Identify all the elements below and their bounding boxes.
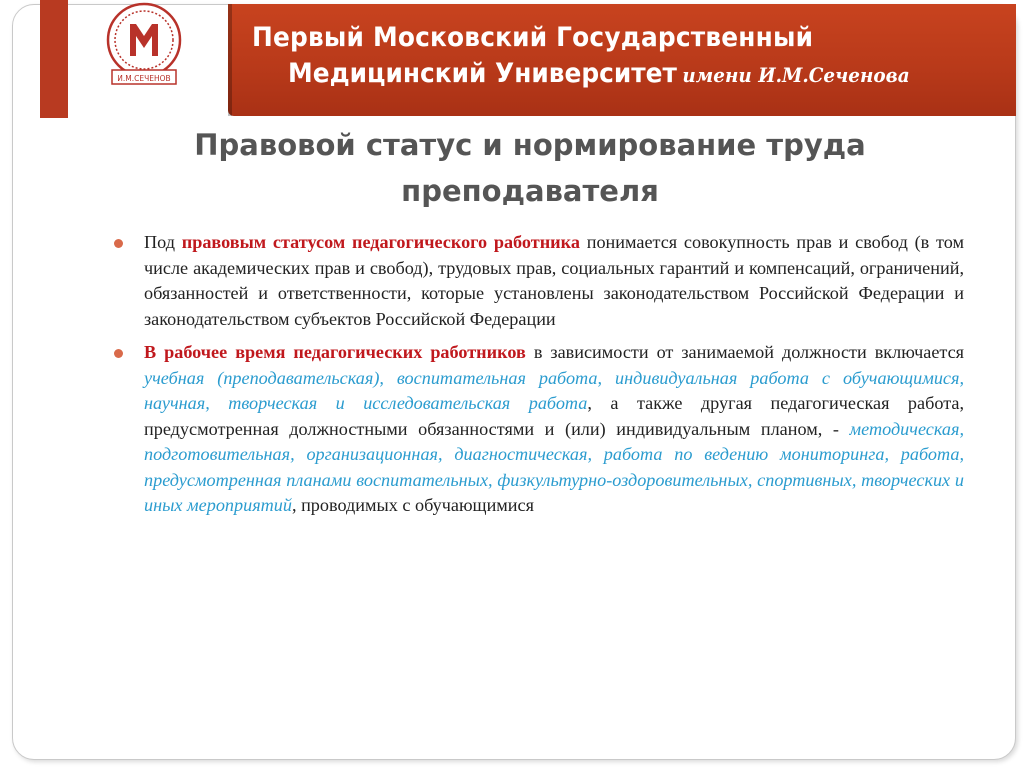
- italic-list-2: методическая, подготовительная, организационная, диагностическая, работа по ведению мониторинга, работа, предусмотренная планами воспитательных, физкультурно-оздоровительных, спортивных, творческих и иных мероприятий: [144, 418, 964, 515]
- svg-text:И.М.СЕЧЕНОВ: И.М.СЕЧЕНОВ: [117, 74, 171, 83]
- bullet-item: Под правовым статусом педагогического работника понимается совокупность прав и свобод (в том числе академических прав и свобод), трудовых прав, социальных гарантий и компенсаций, ограничений, обязанностей и ответственности, которые установлены законодательством Российской Федерации и законодательством субъектов Российской Федерации: [112, 230, 964, 332]
- banner-line-1: Первый Московский Государственный: [252, 22, 814, 53]
- bullet-item: В рабочее время педагогических работников в зависимости от занимаемой должности включается учебная (преподавательская), воспитательная работа, индивидуальная работа с обучающимися, научная, творческая и исследовательская работа, а также другая педагогическая работа, предусмотренная должностными обязанностями и (или) индивидуальным планом, - методическая, подготовительная, организационная, диагностическая, работа по ведению мониторинга, работа, предусмотренная планами воспитательных, физкультурно-оздоровительных, спортивных, творческих и иных мероприятий, проводимых с обучающимися: [112, 340, 964, 519]
- italic-list-1: учебная (преподавательская), воспитательная работа, индивидуальная работа с обучающимися, научная, творческая и исследовательская работа: [144, 367, 964, 413]
- university-logo: [94, 0, 194, 92]
- slide-content: [112, 230, 964, 527]
- banner-suffix: имени И.М.Сеченова: [682, 63, 910, 87]
- emblem-icon: [94, 0, 194, 92]
- slide-title: Правовой статус и нормирование труда преподавателя: [194, 128, 866, 208]
- highlight-term: В рабочее время педагогических работников: [144, 342, 526, 362]
- highlight-term: правовым статусом педагогического работника: [181, 232, 580, 252]
- left-accent-bar: [40, 0, 68, 118]
- university-banner: [228, 4, 1016, 116]
- banner-line-2: Медицинский Университет имени И.М.Сеченова: [288, 58, 910, 89]
